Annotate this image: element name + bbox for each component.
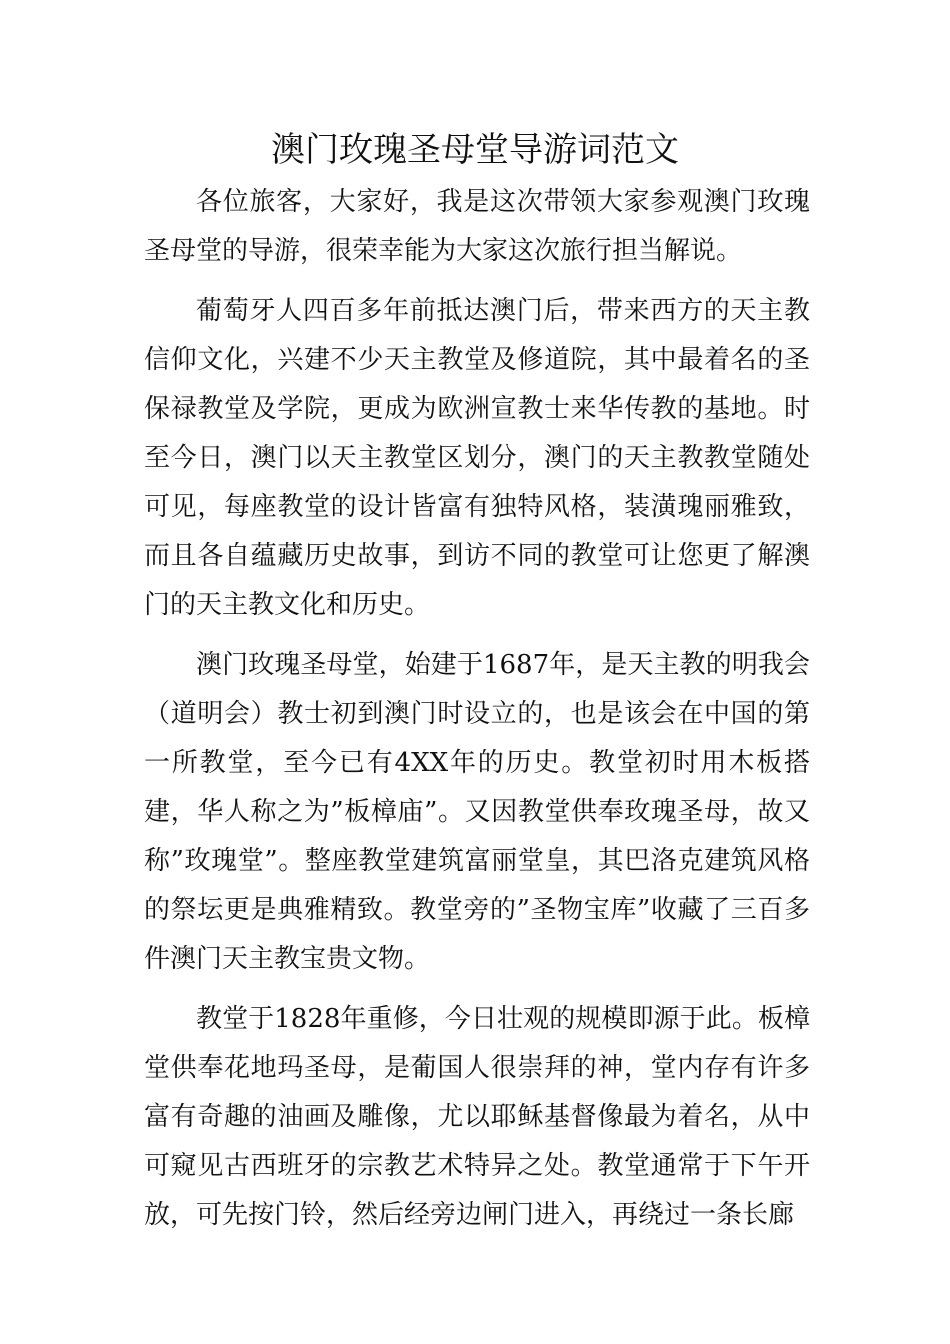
document-title: 澳门玫瑰圣母堂导游词范文 xyxy=(271,130,679,170)
paragraph-church-origin: 澳门玫瑰圣母堂，始建于1687年，是天主教的明我会（道明会）教士初到澳门时设立的，也是该会在中国的第一所教堂，至今已有4XX年的历史。教堂初时用木板搭建，华人称之为”板樟庙”。又因教堂供奉玫瑰圣母，故又称”玫瑰堂”。整座教堂建筑富丽堂皇，其巴洛克建筑风格的祭坛更是典雅精致。教堂旁的”圣物宝库”收藏了三百多件澳门天主教宝贵文物。 xyxy=(144,650,810,974)
document-body xyxy=(144,178,810,1251)
paragraph-history: 葡萄牙人四百多年前抵达澳门后，带来西方的天主教信仰文化，兴建不少天主教堂及修道院，其中最着名的圣保禄教堂及学院，更成为欧洲宣教士来华传教的基地。时至今日，澳门以天主教堂区划分，澳门的天主教教堂随处可见，每座教堂的设计皆富有独特风格，装潢瑰丽雅致，而且各自蕴藏历史故事，到访不同的教堂可让您更了解澳门的天主教文化和历史。 xyxy=(144,296,810,620)
paragraph-greeting: 各位旅客，大家好，我是这次带领大家参观澳门玫瑰圣母堂的导游，很荣幸能为大家这次旅行担当解说。 xyxy=(144,187,810,266)
paragraph-restoration: 教堂于1828年重修，今日壮观的规模即源于此。板樟堂供奉花地玛圣母，是葡国人很崇拜的神，堂内存有许多富有奇趣的油画及雕像，尤以耶稣基督像最为着名，从中可窥见古西班牙的宗教艺术特异之处。教堂通常于下午开放，可先按门铃，然后经旁边闸门进入，再绕过一条长廊 xyxy=(144,1004,810,1230)
